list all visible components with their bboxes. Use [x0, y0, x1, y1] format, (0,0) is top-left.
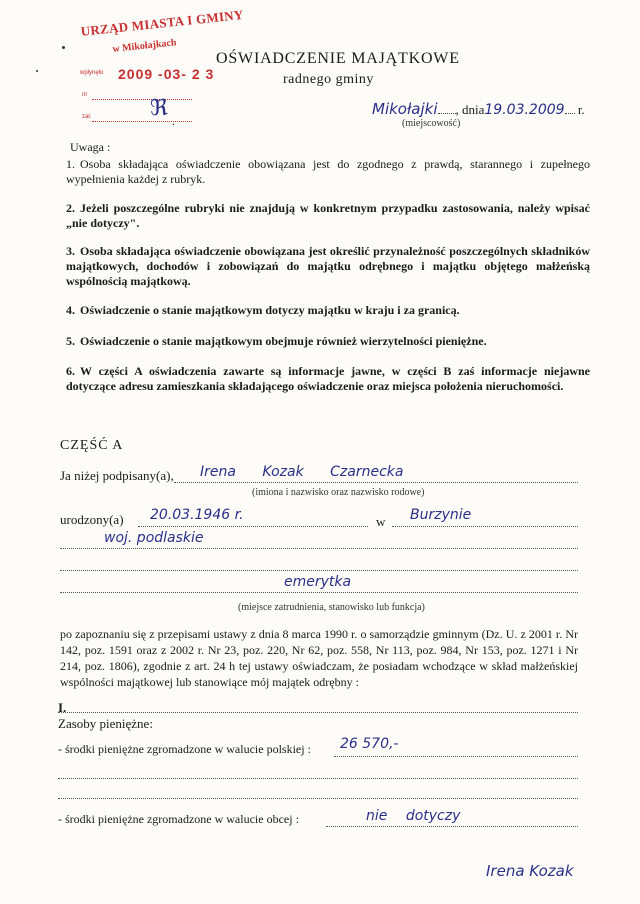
- note-5: 5. Oświadczenie o stanie majątkowym obejmuje również wierzytelności pieniężne.: [66, 334, 487, 348]
- job-hint: (miejsce zatrudnienia, stanowisko lub funkcja): [238, 602, 425, 613]
- born-date-line: [138, 526, 368, 527]
- pln-label: - środki pieniężne zgromadzone w walucie polskiej :: [58, 742, 311, 756]
- stamp-dot: [36, 70, 38, 72]
- stamp-office-name: URZĄD MIASTA I GMINY: [80, 6, 245, 39]
- extra-line-1: [60, 570, 578, 571]
- date-dots: [565, 113, 575, 114]
- born-date-value: 20.03.1946 r.: [150, 507, 244, 523]
- note-3: 3. Osoba składająca oświadczenie obowiązana jest określić przynależność poszczególnych składników majątkowych, dochodów i zobowiązań do majątku odrębnego i majątku objętego małżeńską wspólnością majątkową.: [66, 244, 590, 288]
- name-line: [174, 482, 578, 483]
- section-i-heading: Zasoby pieniężne:: [58, 716, 153, 731]
- signed-label: Ja niżej podpisany(a),: [60, 468, 174, 483]
- pln-extra-line-1: [58, 778, 578, 779]
- note-4: 4. Oświadczenie o stanie majątkowym dotyczy majątku w kraju i za granicą.: [66, 303, 460, 317]
- part-a-title: CZĘŚĆ A: [60, 438, 124, 453]
- registry-dot: .: [172, 114, 175, 128]
- place-date-line: Mikołajki , dnia19.03.2009 r.: [372, 100, 585, 118]
- date-value: 19.03.2009: [484, 102, 565, 118]
- stamp-dot: [62, 46, 65, 49]
- note-2: 2. Jeżeli poszczególne rubryki nie znajdują w konkretnym przypadku zastosowania, należy wpisać „nie dotyczy".: [66, 201, 590, 230]
- job-line: [60, 592, 578, 593]
- place-value: Mikołajki: [372, 100, 438, 118]
- place-dots: [438, 113, 456, 114]
- pln-value: 26 570,-: [340, 736, 399, 752]
- section-i-number: I.: [58, 700, 67, 715]
- name-value: Irena Kozak Czarnecka: [200, 464, 404, 480]
- document-subtitle: radnego gminy: [283, 72, 374, 87]
- foreign-value: nie dotyczy: [366, 808, 461, 824]
- stamp-nr-label: nr: [82, 92, 88, 98]
- born-place-value: Burzynie: [410, 507, 472, 523]
- section-i-rule: [58, 712, 578, 713]
- born-label: urodzony(a): [60, 512, 124, 527]
- document-title: OŚWIADCZENIE MAJĄTKOWE: [216, 50, 460, 67]
- stamp-zal-line: [92, 120, 192, 122]
- date-prefix: dnia: [462, 102, 485, 117]
- statement-text: po zapoznaniu się z przepisami ustawy z dnia 8 marca 1990 r. o samorządzie gminnym (Dz. U. z 2001 r. Nr 142, poz. 1591 oraz z 2002 r. Nr 23, poz. 220, Nr 62, poz. 558, Nr 113, poz. 984, Nr 153, poz. 1271 i Nr 214, poz. 1806), zgodnie z art. 24 h tej ustawy oświadczam, że posiadam wchodzące w skład małżeńskiej wspólności majątkowej lub stanowiące mój majątek odrębny :: [60, 627, 578, 689]
- note-6: 6. W części A oświadczenia zawarte są informacje jawne, w części B zaś informacje niejawne dotyczące adresu zamieszkania składającego oświadczenie oraz miejsca położenia nieruchomości.: [66, 364, 590, 393]
- region-value: woj. podlaskie: [104, 530, 204, 546]
- stamp-date: 2009 -03- 2 3: [118, 66, 215, 82]
- pln-line: [334, 756, 578, 757]
- pln-extra-line-2: [58, 798, 578, 799]
- job-value: emerytka: [284, 574, 352, 590]
- name-hint: (imiona i nazwisko oraz nazwisko rodowe): [252, 487, 425, 498]
- notes-heading: Uwaga :: [70, 140, 111, 154]
- region-line: [60, 548, 578, 549]
- registry-mark: ℜ: [150, 96, 168, 121]
- foreign-line: [326, 826, 578, 827]
- stamp-nr-line: [92, 98, 192, 100]
- signature: Irena Kozak: [486, 862, 574, 880]
- place-hint: (miejscowość): [402, 118, 461, 129]
- stamp-office-town: w Mikołajkach: [112, 37, 177, 55]
- stamp-received-label: wpłynęło: [80, 70, 104, 76]
- note-1: 1. Osoba składająca oświadczenie obowiązana jest do zgodnego z prawdą, starannego i zupełnego wypełnienia każdej z rubryk.: [66, 157, 590, 186]
- date-suffix: r.: [577, 102, 585, 117]
- born-place-line: [392, 526, 578, 527]
- stamp-zal-label: zał.: [82, 114, 92, 120]
- born-in-label: w: [376, 514, 386, 529]
- foreign-label: - środki pieniężne zgromadzone w walucie obcej :: [58, 812, 299, 826]
